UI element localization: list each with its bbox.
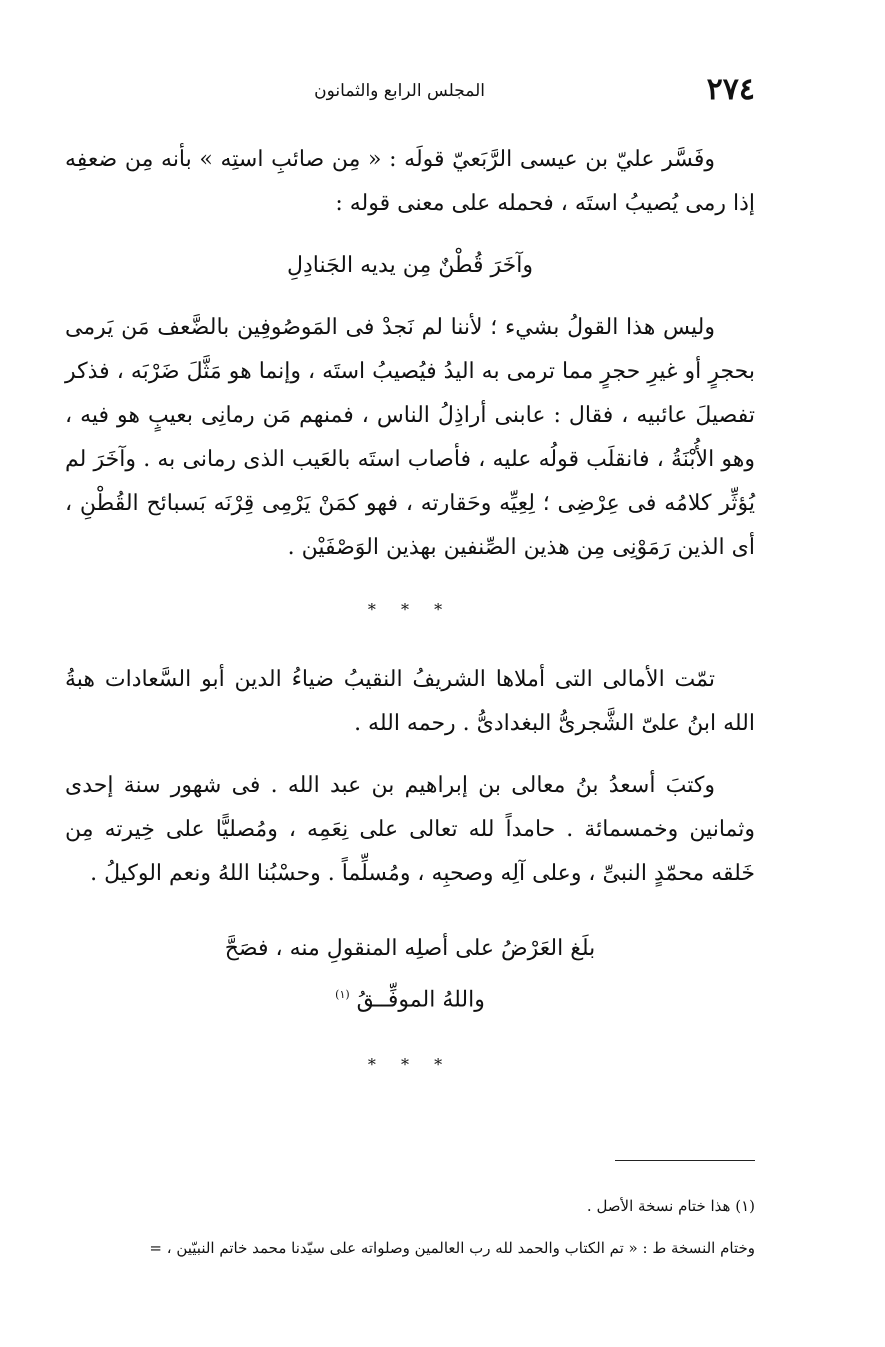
- paragraph-3: تمّت الأمالى التى أملاها الشريفُ النقيبُ ضياءُ الدين أبو السَّعادات هبةُ الله ابنُ علىّ الشَّجرىُّ البغدادىُّ . رحمه الله .: [65, 667, 755, 736]
- closing-line-2-text: واللهُ الموفِّــقُ: [356, 987, 485, 1013]
- closing-statement: [65, 926, 755, 1023]
- closing-line-1: بلَغ العَرْضُ على أصلِه المنقولِ منه ، فصَحَّ: [224, 936, 596, 961]
- main-text: [65, 138, 755, 1113]
- section-divider: * * *: [367, 600, 453, 619]
- verse-line: وآخَرَ قُطْنٌ مِن يديه الجَنادِلِ: [286, 253, 534, 278]
- footnotes: [50, 1185, 755, 1269]
- paragraph-1: وفَسَّر عليّ بن عيسى الرَّبَعيّ قولَه : « مِن صائبِ استِه » بأنه مِن ضعفِه إذا رمى يُصيبُ استَه ، فحمله على معنى قوله :: [65, 147, 755, 216]
- page-number: ٢٧٤: [706, 72, 755, 107]
- footnote-2: وختام النسخة ط : « تم الكتاب والحمد لله رب العالمين وصلواته على سيّدنا محمد خاتم النبيّين ، =: [149, 1239, 755, 1257]
- running-title: المجلس الرابع والثمانون: [314, 81, 485, 101]
- closing-line-2: [65, 972, 755, 1023]
- end-divider: * * *: [367, 1055, 453, 1075]
- footnote-marker: (١): [335, 988, 350, 1001]
- paragraph-2: وليس هذا القولُ بشيء ؛ لأننا لم نَجدْ فى المَوصُوفِين بالضَّعف مَن يَرمى بحجرٍ أو غيرِ حجرٍ مما ترمى به اليدُ فيُصيبُ استَه ، وإنما هو مَثَّلَ ضَرْبَه ، فذكر تفصيلَ عائبيه ، فقال : عابنى أراذِلُ الناس ، فمنهم مَن رمانِى بعيبٍ هو فيه ، وهو الأُبْنَةُ ، فانقلَب قولُه عليه ، فأصاب استَه بالعَيب الذى رمانى به . وآخَرَ لم يُؤثِّر كلامُه فى عِرْضِى ؛ لِعِيِّه وحَقارته ، فهو كمَنْ يَرْمِى قِرْنَه بَسبائح القُطْنِ ، أى الذين رَمَوْنِى مِن هذين الصِّنفين بهذين الوَصْفَيْن .: [65, 315, 755, 560]
- paragraph-4: وكتبَ أسعدُ بنُ معالى بن إبراهيم بن عبد الله . فى شهور سنة إحدى وثمانين وخمسمائة . حامداً لله تعالى على نِعَمِه ، ومُصليًّا على خِيرته مِن خَلقه محمّدٍ النبىِّ ، وعلى آلِه وصحبِه ، ومُسلِّماً . وحسْبُنا اللهُ ونعم الوكيلُ .: [65, 773, 755, 886]
- page-header: [60, 70, 755, 110]
- footnote-1: (١) هذا ختام نسخة الأصل .: [586, 1197, 755, 1215]
- footnote-separator: [615, 1160, 755, 1161]
